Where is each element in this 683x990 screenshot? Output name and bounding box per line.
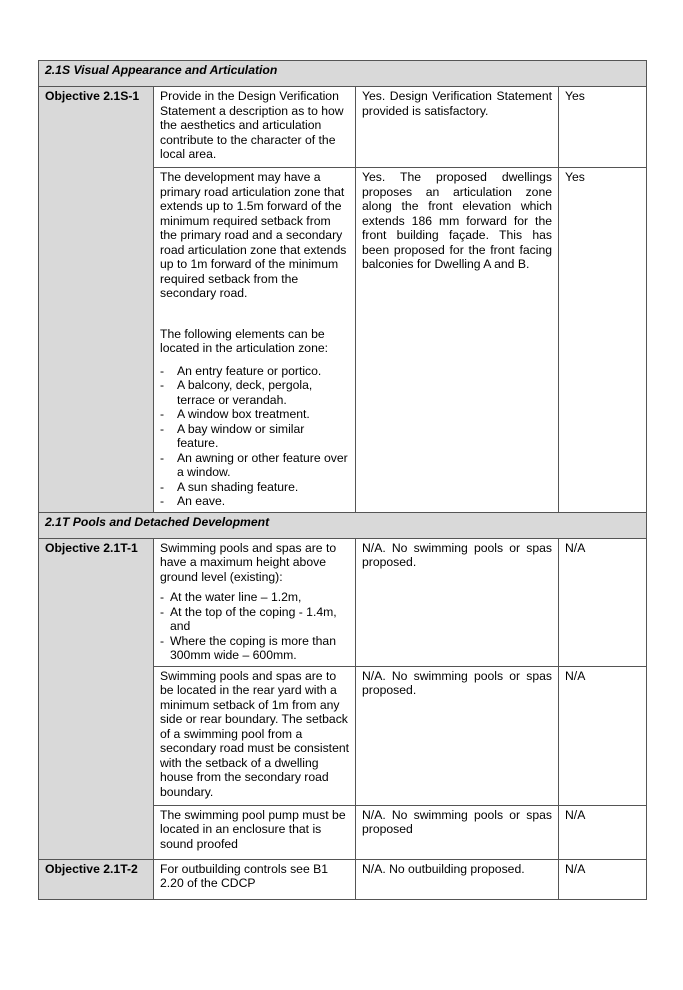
list-item: - At the top of the coping - 1.4m, and bbox=[160, 605, 349, 634]
response-cell: N/A. No swimming pools or spas proposed. bbox=[356, 538, 559, 666]
list-item: - A sun shading feature. bbox=[160, 480, 349, 495]
requirement-cell bbox=[154, 538, 356, 666]
list-item: - A bay window or similar feature. bbox=[160, 422, 349, 451]
requirement-cell bbox=[154, 666, 356, 805]
list-item: - Where the coping is more than 300mm wide – 600mm. bbox=[160, 634, 349, 663]
objective-cell: Objective 2.1S-1 bbox=[39, 87, 154, 513]
list-item: - An entry feature or portico. bbox=[160, 364, 349, 379]
list-item: - An eave. bbox=[160, 494, 349, 509]
list-item: - At the water line – 1.2m, bbox=[160, 590, 349, 605]
response-cell: Yes. The proposed dwellings proposes an articulation zone along the front elevation which extends 186 mm forward for the front building façade. This has been proposed for the front facing balconies for Dwelling A and B. bbox=[356, 168, 559, 513]
list-item: - A window box treatment. bbox=[160, 407, 349, 422]
requirement-text: The development may have a primary road articulation zone that extends up to 1.5m forward of the minimum required setback from the primary road and a secondary road articulation zone that extends up to 1m forward of the minimum required setback from the secondary road. bbox=[160, 170, 347, 300]
compliance-cell: N/A bbox=[559, 859, 647, 899]
requirement-cell bbox=[154, 87, 356, 168]
section-header-row bbox=[39, 512, 647, 538]
requirement-text: For outbuilding controls see B1 2.20 of the CDCP bbox=[160, 861, 329, 890]
requirement-cell bbox=[154, 805, 356, 859]
response-cell: N/A. No swimming pools or spas proposed bbox=[356, 805, 559, 859]
response-cell: N/A. No swimming pools or spas proposed. bbox=[356, 666, 559, 805]
section-title: 2.1S Visual Appearance and Articulation bbox=[39, 61, 647, 87]
requirement-text: Swimming pools and spas are to have a maximum height above ground level (existing): bbox=[160, 540, 337, 584]
requirement-text: Swimming pools and spas are to be located in the rear yard with a minimum setback of 1m from any side or rear boundary. The setback of a swimming pool from a secondary road must be consistent with the setback of a dwelling house from the secondary road boundary. bbox=[160, 668, 350, 799]
table-row bbox=[39, 859, 647, 899]
compliance-cell: N/A bbox=[559, 666, 647, 805]
requirement-cell bbox=[154, 168, 356, 513]
section-title: 2.1T Pools and Detached Development bbox=[39, 512, 647, 538]
response-cell: Yes. Design Verification Statement provided is satisfactory. bbox=[356, 87, 559, 168]
compliance-table bbox=[38, 60, 647, 900]
table-row bbox=[39, 87, 647, 168]
compliance-cell: Yes bbox=[559, 168, 647, 513]
objective-cell: Objective 2.1T-1 bbox=[39, 538, 154, 859]
requirement-text: Provide in the Design Verification Statement a description as to how the aesthetics and articulation contribute to the character of the local area. bbox=[160, 89, 344, 161]
list-item: - An awning or other feature over a window. bbox=[160, 451, 349, 480]
list-item: - A balcony, deck, pergola, terrace or verandah. bbox=[160, 378, 349, 407]
response-cell: N/A. No outbuilding proposed. bbox=[356, 859, 559, 899]
compliance-cell: Yes bbox=[559, 87, 647, 168]
compliance-cell: N/A bbox=[559, 805, 647, 859]
requirement-cell bbox=[154, 859, 356, 899]
requirement-note: The following elements can be located in the articulation zone: bbox=[160, 326, 329, 355]
requirement-text: The swimming pool pump must be located in an enclosure that is sound proofed bbox=[160, 807, 346, 851]
pool-height-list bbox=[160, 590, 349, 663]
table-row bbox=[39, 538, 647, 666]
compliance-cell: N/A bbox=[559, 538, 647, 666]
objective-cell: Objective 2.1T-2 bbox=[39, 859, 154, 899]
section-header-row bbox=[39, 61, 647, 87]
articulation-elements-list bbox=[160, 364, 349, 509]
